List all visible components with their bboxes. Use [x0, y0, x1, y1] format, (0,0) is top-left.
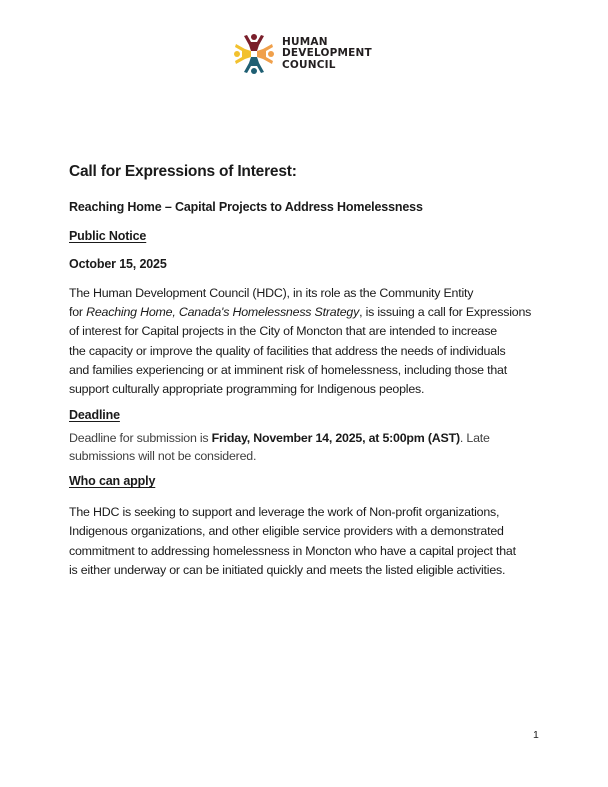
public-notice-heading: Public Notice — [69, 229, 147, 243]
program-name: Reaching Home, Canada's Homelessness Strategy — [86, 305, 360, 320]
intro-text: , is issuing a call for Expressions — [359, 305, 532, 320]
hdc-logo — [232, 32, 372, 76]
intro-text: for — [69, 305, 87, 320]
intro-line: the capacity or improve the quality of facilities that address the needs of individuals — [69, 343, 506, 358]
page-number: 1 — [533, 729, 539, 741]
logo-line-3: COUNCIL — [282, 58, 336, 71]
deadline-text: Deadline for submission is — [69, 431, 212, 446]
who-line: Indigenous organizations, and other eligible service providers with a demonstrated — [69, 524, 504, 539]
four-people-circle-icon — [232, 32, 276, 76]
deadline-line: submissions will not be considered. — [69, 449, 257, 464]
who-line: The HDC is seeking to support and leverage the work of Non-profit organizations, — [69, 505, 500, 520]
deadline-date: Friday, November 14, 2025, at 5:00pm (AST) — [211, 431, 460, 446]
logo-line-2: DEVELOPMENT — [282, 47, 372, 60]
who-can-apply-paragraph — [69, 503, 549, 580]
intro-line: The Human Development Council (HDC), in its role as the Community Entity — [69, 286, 474, 300]
deadline-heading: Deadline — [69, 408, 120, 423]
intro-line: and families experiencing or at imminent risk of homelessness, including those that — [69, 362, 507, 377]
intro-paragraph — [69, 284, 549, 399]
deadline-text: . Late — [459, 431, 490, 446]
document-title: Call for Expressions of Interest: — [69, 163, 297, 180]
who-can-apply-heading: Who can apply — [69, 474, 156, 489]
who-line: is either underway or can be initiated quickly and meets the listed eligible activities. — [69, 562, 506, 577]
intro-line: of interest for Capital projects in the City of Moncton that are intended to increase — [69, 324, 497, 339]
intro-line — [69, 303, 549, 322]
document-body — [69, 162, 549, 588]
logo-line-1: HUMAN — [282, 35, 328, 48]
intro-line: support culturally appropriate programming for Indigenous peoples. — [69, 382, 425, 397]
who-line: commitment to addressing homelessness in Moncton who have a capital project that — [69, 543, 516, 558]
deadline-line — [69, 429, 549, 447]
logo-wordmark — [282, 37, 372, 72]
deadline-paragraph — [69, 429, 549, 465]
notice-date: October 15, 2025 — [69, 257, 167, 271]
document-subtitle: Reaching Home – Capital Projects to Address Homelessness — [69, 200, 423, 214]
